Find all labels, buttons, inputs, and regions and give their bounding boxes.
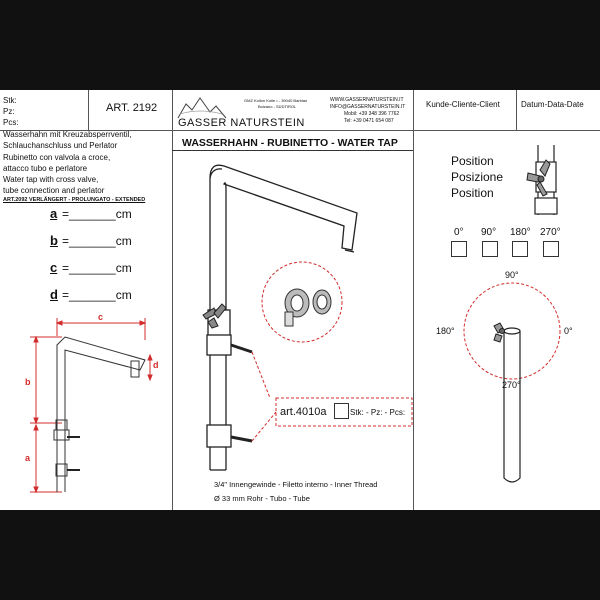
position-dial bbox=[0, 90, 600, 510]
description-line: attacco tubo e perlatore bbox=[3, 164, 88, 173]
dim-blank-d: =_______cm bbox=[62, 288, 132, 302]
extended-note: ART.2092 VERLÄNGERT - PROLUNGATO - EXTENDED bbox=[3, 197, 146, 203]
sheet-title: WASSERHAHN - RUBINETTO - WATER TAP bbox=[182, 137, 398, 149]
client-label: Kunde-Cliente-Client bbox=[426, 100, 500, 109]
tech-sheet bbox=[0, 90, 600, 510]
accessory-article: art.4010a bbox=[280, 406, 327, 418]
contact-mobile: Mobil: +39 348 396 7762 bbox=[344, 111, 400, 117]
dim-blank-b: =_______cm bbox=[62, 234, 132, 248]
dial-label-0: 0° bbox=[564, 326, 573, 336]
dim-letter-b: b bbox=[50, 233, 58, 248]
position-option-270-label: 270° bbox=[540, 227, 561, 238]
dim-letter-c: c bbox=[50, 260, 58, 275]
contact-email: INFO@GASSERNATURSTEIN.IT bbox=[330, 104, 406, 110]
drawing-label-a: a bbox=[25, 453, 31, 463]
date-label: Datum-Data-Date bbox=[521, 100, 584, 109]
address-line-1: GMZ Kollon Kolle • - 39040 Barbian bbox=[244, 98, 308, 103]
dim-blank-c: =_______cm bbox=[62, 261, 132, 275]
dim-letter-d: d bbox=[50, 287, 58, 302]
contact-website: WWW.GASSERNATURSTEIN.IT bbox=[330, 97, 404, 103]
pcs-label: Pcs: bbox=[3, 118, 19, 127]
dial-label-90: 90° bbox=[505, 270, 519, 280]
description-line: Rubinetto con valvola a croce, bbox=[3, 153, 111, 162]
description-line: Schlauchanschluss und Perlator bbox=[3, 141, 118, 150]
position-option-90-label: 90° bbox=[481, 227, 497, 238]
contact-phone: Tel: +39 0471 654 087 bbox=[344, 118, 394, 124]
article-number: ART. 2192 bbox=[106, 102, 158, 114]
tube-note: Ø 33 mm Rohr - Tubo - Tube bbox=[214, 494, 310, 503]
position-option-0-label: 0° bbox=[454, 227, 464, 238]
description-line: Wasserhahn mit Kreuzabsperrventil, bbox=[3, 130, 132, 139]
description-line: Water tap with cross valve, bbox=[3, 175, 99, 184]
drawing-label-d: d bbox=[153, 360, 159, 370]
position-heading-en: Position bbox=[451, 186, 494, 200]
accessory-qty-label: Stk: - Pz: - Pcs: bbox=[350, 408, 406, 417]
description-line: tube connection and perlator bbox=[3, 186, 105, 195]
drawing-label-b: b bbox=[25, 377, 31, 387]
dial-label-180: 180° bbox=[436, 326, 455, 336]
dim-letter-a: a bbox=[50, 206, 58, 221]
dial-label-270: 270° bbox=[502, 380, 521, 390]
address-line-2: Bolzano - SÜDTIROL bbox=[258, 104, 297, 109]
thread-note: 3/4" Innengewinde - Filetto interno - Inner Thread bbox=[214, 480, 378, 489]
dim-blank-a: =_______cm bbox=[62, 207, 132, 221]
stk-label: Stk: bbox=[3, 96, 17, 105]
position-option-180-label: 180° bbox=[510, 227, 531, 238]
position-heading-de: Position bbox=[451, 154, 494, 168]
brand-name: GASSER NATURSTEIN bbox=[178, 117, 305, 129]
position-heading-it: Posizione bbox=[451, 170, 504, 184]
drawing-label-c: c bbox=[98, 312, 104, 322]
pz-label: Pz: bbox=[3, 107, 15, 116]
